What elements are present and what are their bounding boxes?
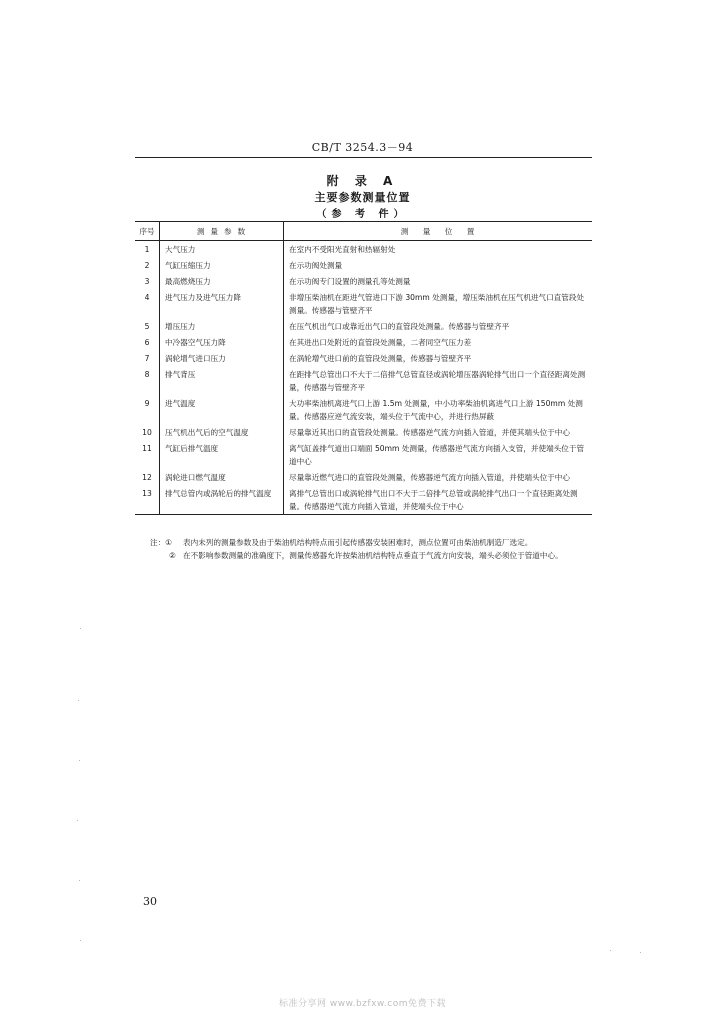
row-position: 在示功阀处测量 xyxy=(289,261,343,270)
row-parameter: 压气机出气后的空气温度 xyxy=(160,424,284,440)
row-position: 在室内不受阳光直射和热辐射处 xyxy=(289,245,396,254)
table-row xyxy=(135,395,592,424)
row-number: 6 xyxy=(135,334,160,350)
row-position: 非增压柴油机在距进气管进口下游 30mm 处测量，增压柴油机在压气机进气口直管段处测量。传感器与管壁齐平 xyxy=(289,293,585,315)
table-row xyxy=(135,318,592,334)
scan-speck xyxy=(79,880,80,881)
parameter-table xyxy=(135,221,592,515)
row-parameter: 气缸压缩压力 xyxy=(160,257,284,273)
note-text: 在不影响参数测量的准确度下，测量传感器允许按柴油机结构特点垂直于气流方向安装，端头必须位于管道中心。 xyxy=(183,551,563,560)
scan-speck xyxy=(640,952,641,953)
table-header-row xyxy=(135,222,592,241)
appendix-note: （参 考 件） xyxy=(316,209,409,220)
row-position: 在其进出口处附近的直管段处测量，二者同空气压力差 xyxy=(289,338,472,347)
column-header-no: 序号 xyxy=(135,222,160,241)
table-row xyxy=(135,485,592,515)
row-number: 2 xyxy=(135,257,160,273)
row-position: 在压气机出气口或靠近出气口的直管段处测量。传感器与管壁齐平 xyxy=(289,322,510,331)
row-number: 5 xyxy=(135,318,160,334)
table-row xyxy=(135,257,592,273)
standard-code: CB/T 3254.3－94 xyxy=(311,141,414,154)
column-header-position: 测 量 位 置 xyxy=(284,222,593,241)
scan-speck xyxy=(77,820,78,821)
row-number: 13 xyxy=(135,485,160,515)
page-number: 30 xyxy=(143,895,157,908)
row-parameter: 最高燃烧压力 xyxy=(160,273,284,289)
row-parameter: 增压压力 xyxy=(160,318,284,334)
note-marker: 注：① xyxy=(150,538,172,547)
appendix-title: 附 录 A xyxy=(326,174,399,188)
row-number: 11 xyxy=(135,440,160,469)
row-number: 3 xyxy=(135,273,160,289)
row-parameter: 中冷器空气压力降 xyxy=(160,334,284,350)
row-number: 1 xyxy=(135,241,160,258)
table-notes xyxy=(150,536,595,562)
note-item xyxy=(150,536,595,549)
row-parameter: 涡轮进口燃气温度 xyxy=(160,469,284,485)
row-parameter: 排气背压 xyxy=(160,366,284,395)
row-parameter: 排气总管内或涡轮后的排气温度 xyxy=(160,485,284,515)
row-position: 在距排气总管出口不大于二倍排气总管直径或涡轮增压器涡轮排气出口一个直径距离处测量，传感器与管壁齐平 xyxy=(289,370,586,392)
row-number: 10 xyxy=(135,424,160,440)
watermark: 标准分享网 www.bzfxw.com免费下载 xyxy=(278,999,447,1009)
table-row xyxy=(135,350,592,366)
scan-speck xyxy=(610,950,611,951)
row-parameter: 气缸后排气温度 xyxy=(160,440,284,469)
column-header-param: 测量参数 xyxy=(160,222,284,241)
scan-speck xyxy=(80,940,81,941)
note-item xyxy=(150,549,595,562)
row-number: 4 xyxy=(135,289,160,318)
row-position: 在涡轮增气进口前的直管段处测量，传感器与管壁齐平 xyxy=(289,354,472,363)
appendix-subtitle: 主要参数测量位置 xyxy=(314,191,411,204)
row-parameter: 进气温度 xyxy=(160,395,284,424)
table-row xyxy=(135,469,592,485)
table-row xyxy=(135,366,592,395)
scan-speck xyxy=(79,760,80,761)
row-number: 9 xyxy=(135,395,160,424)
scan-speck xyxy=(78,700,79,701)
row-number: 8 xyxy=(135,366,160,395)
table-row xyxy=(135,289,592,318)
note-text: 表内未列的测量参数及由于柴油机结构特点而引起传感器安装困难时，测点位置可由柴油机制造厂选定。 xyxy=(183,538,533,547)
row-position: 尽量靠近其出口的直管段处测量。传感器逆气流方向插入管道，并使其端头位于中心 xyxy=(289,428,570,437)
table-row xyxy=(135,440,592,469)
header-rule xyxy=(135,157,592,158)
row-position: 离排气总管出口或涡轮排气出口不大于二倍排气总管或涡轮排气出口一个直径距离处测量。传感器逆气流方向插入管道，并使端头位于中心 xyxy=(284,485,593,515)
table-row xyxy=(135,424,592,440)
row-position: 大功率柴油机离进气口上游 1.5m 处测量，中小功率柴油机离进气口上游 150mm 处测量。传感器应逆气流安装，端头位于气流中心，并进行热屏蔽 xyxy=(289,399,583,421)
row-position: 在示功阀专门设置的测量孔等处测量 xyxy=(289,277,411,286)
row-parameter: 大气压力 xyxy=(160,241,284,258)
row-number: 12 xyxy=(135,469,160,485)
table-body xyxy=(135,241,592,515)
table-row xyxy=(135,273,592,289)
row-position: 离气缸盖排气道出口端面 50mm 处测量，传感器逆气流方向插入支管，并使端头位于管道中心 xyxy=(289,444,585,466)
row-parameter: 涡轮增气进口压力 xyxy=(160,350,284,366)
table-row xyxy=(135,334,592,350)
note-marker: ② xyxy=(169,551,176,560)
row-number: 7 xyxy=(135,350,160,366)
row-parameter: 进气压力及进气压力降 xyxy=(160,289,284,318)
scan-speck xyxy=(80,628,81,629)
row-position: 尽量靠近燃气进口的直管段处测量，传感器逆气流方向插入管道，并使端头位于中心 xyxy=(289,473,570,482)
table-row xyxy=(135,241,592,258)
